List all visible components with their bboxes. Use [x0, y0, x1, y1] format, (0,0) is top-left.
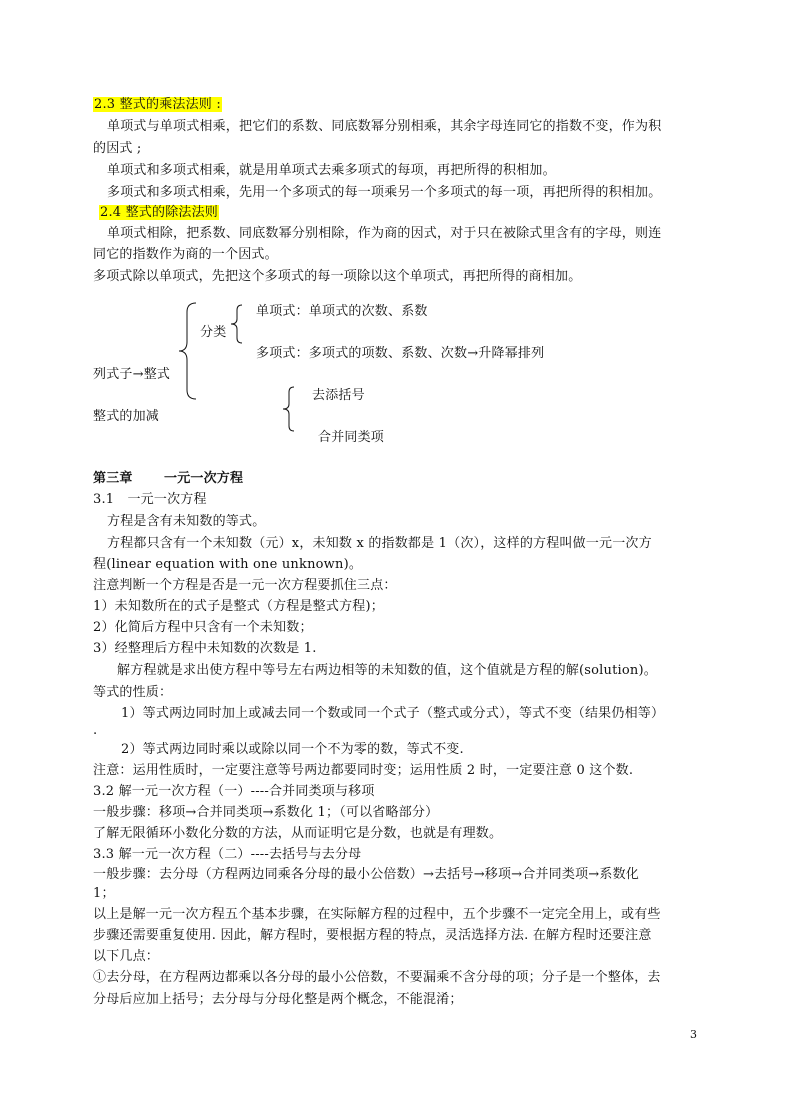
paragraph-line: 以上是解一元一次方程五个基本步骤，在实际解方程的过程中，五个步骤不一定完全用上，或有些	[93, 907, 661, 922]
monomial-node: 单项式：单项式的次数、系数	[256, 304, 428, 319]
paragraph-line: 一般步骤：去分母（方程两边同乘各分母的最小公倍数）→去括号→移项→合并同类项→系数化	[93, 867, 639, 882]
list-item: 2）化简后方程中只含有一个未知数；	[93, 620, 313, 635]
paragraph-line: 方程是含有未知数的等式。	[107, 514, 266, 529]
paragraph-line: 等式的性质：	[93, 685, 173, 700]
section-heading-3-1: 3.1 一元一次方程	[93, 492, 207, 507]
paragraph-line: 多项式和多项式相乘，先用一个多项式的每一项乘另一个多项式的每一项，再把所得的积相加。	[107, 185, 662, 200]
operations-brace	[282, 386, 296, 432]
list-item: 3）经整理后方程中未知数的次数是 1.	[93, 641, 317, 656]
paragraph-line: 注意：运用性质时，一定要注意等号两边都要同时变；运用性质 2 时，一定要注意 0 这个数.	[93, 763, 634, 778]
list-item: 1）未知数所在的式子是整式（方程是整式方程)；	[93, 599, 384, 614]
paragraph-line: .	[93, 723, 98, 738]
paragraph-line: 单项式和多项式相乘，就是用单项式去乘多项式的每项，再把所得的积相加。	[107, 163, 556, 178]
paragraph-line: 了解无限循环小数化分数的方法，从而证明它是分数，也就是有理数。	[93, 826, 503, 841]
paragraph-line: 方程都只含有一个未知数（元）x，未知数 x 的指数都是 1（次），这样的方程叫做一元一次方	[107, 536, 652, 551]
chapter-title: 第三章	[93, 471, 133, 486]
paragraph-line: 的因式 ;	[93, 141, 142, 156]
paragraph-line: 同它的指数作为商的一个因式。	[93, 247, 278, 262]
paragraph-line: 注意判断一个方程是否是一元一次方程要抓住三点：	[93, 578, 397, 593]
root-node-expression: 列式子→整式	[93, 367, 171, 382]
root-node-add-subtract: 整式的加减	[93, 409, 160, 424]
paragraph-line: 单项式相除，把系数、同底数幂分别相除，作为商的因式，对于只在被除式里含有的字母，则连	[107, 226, 662, 241]
list-item: 2）等式两边同时乘以或除以同一个不为零的数，等式不变.	[121, 742, 464, 757]
outer-brace	[178, 302, 198, 400]
section-heading-2-3	[93, 96, 222, 114]
paragraph-line: 单项式与单项式相乘，把它们的系数、同底数幂分别相乘，其余字母连同它的指数不变，作为积	[107, 119, 662, 134]
section-heading-3-3: 3.3 解一元一次方程（二）----去括号与去分母	[93, 847, 362, 862]
highlighted-heading: 2.4 整式的除法法则	[100, 205, 219, 220]
brackets-node: 去添括号	[312, 388, 365, 403]
classify-brace	[230, 304, 244, 344]
paragraph-line: 步骤还需要重复使用. 因此，解方程时，要根据方程的特点，灵活选择方法. 在解方程时还要注意	[93, 928, 652, 943]
paragraph-line: 一般步骤：移项→合并同类项→系数化 1；（可以省略部分）	[93, 805, 439, 820]
paragraph-line: 多项式除以单项式，先把这个多项式的每一项除以这个单项式，再把所得的商相加。	[93, 269, 582, 284]
polynomial-node: 多项式：多项式的项数、系数、次数→升降幂排列	[256, 346, 545, 361]
chapter-subtitle: 一元一次方程	[164, 471, 244, 486]
paragraph-line: ①去分母，在方程两边都乘以各分母的最小公倍数，不要漏乘不含分母的项；分子是一个整体，去	[93, 970, 661, 985]
highlighted-heading: 2.3 整式的乘法法则 :	[94, 97, 221, 112]
paragraph-line: 以下几点：	[93, 949, 160, 964]
combine-like-terms-node: 合并同类项	[318, 430, 385, 445]
paragraph-line: 1；	[93, 886, 115, 901]
page-number: 3	[690, 1028, 697, 1041]
list-item: 1）等式两边同时加上或减去同一个数或同一个式子（整式或分式），等式不变（结果仍相等）	[121, 706, 665, 721]
section-heading-3-2: 3.2 解一元一次方程（一）----合并同类项与移项	[93, 784, 375, 799]
paragraph-line: 程(linear equation with one unknown)。	[93, 557, 363, 572]
paragraph-line: 解方程就是求出使方程中等号左右两边相等的未知数的值，这个值就是方程的解(solution)。	[117, 663, 657, 678]
paragraph-line: 分母后应加上括号；去分母与分母化整是两个概念，不能混淆；	[93, 992, 463, 1007]
classify-label: 分类	[200, 325, 227, 340]
section-heading-2-4	[99, 204, 219, 222]
